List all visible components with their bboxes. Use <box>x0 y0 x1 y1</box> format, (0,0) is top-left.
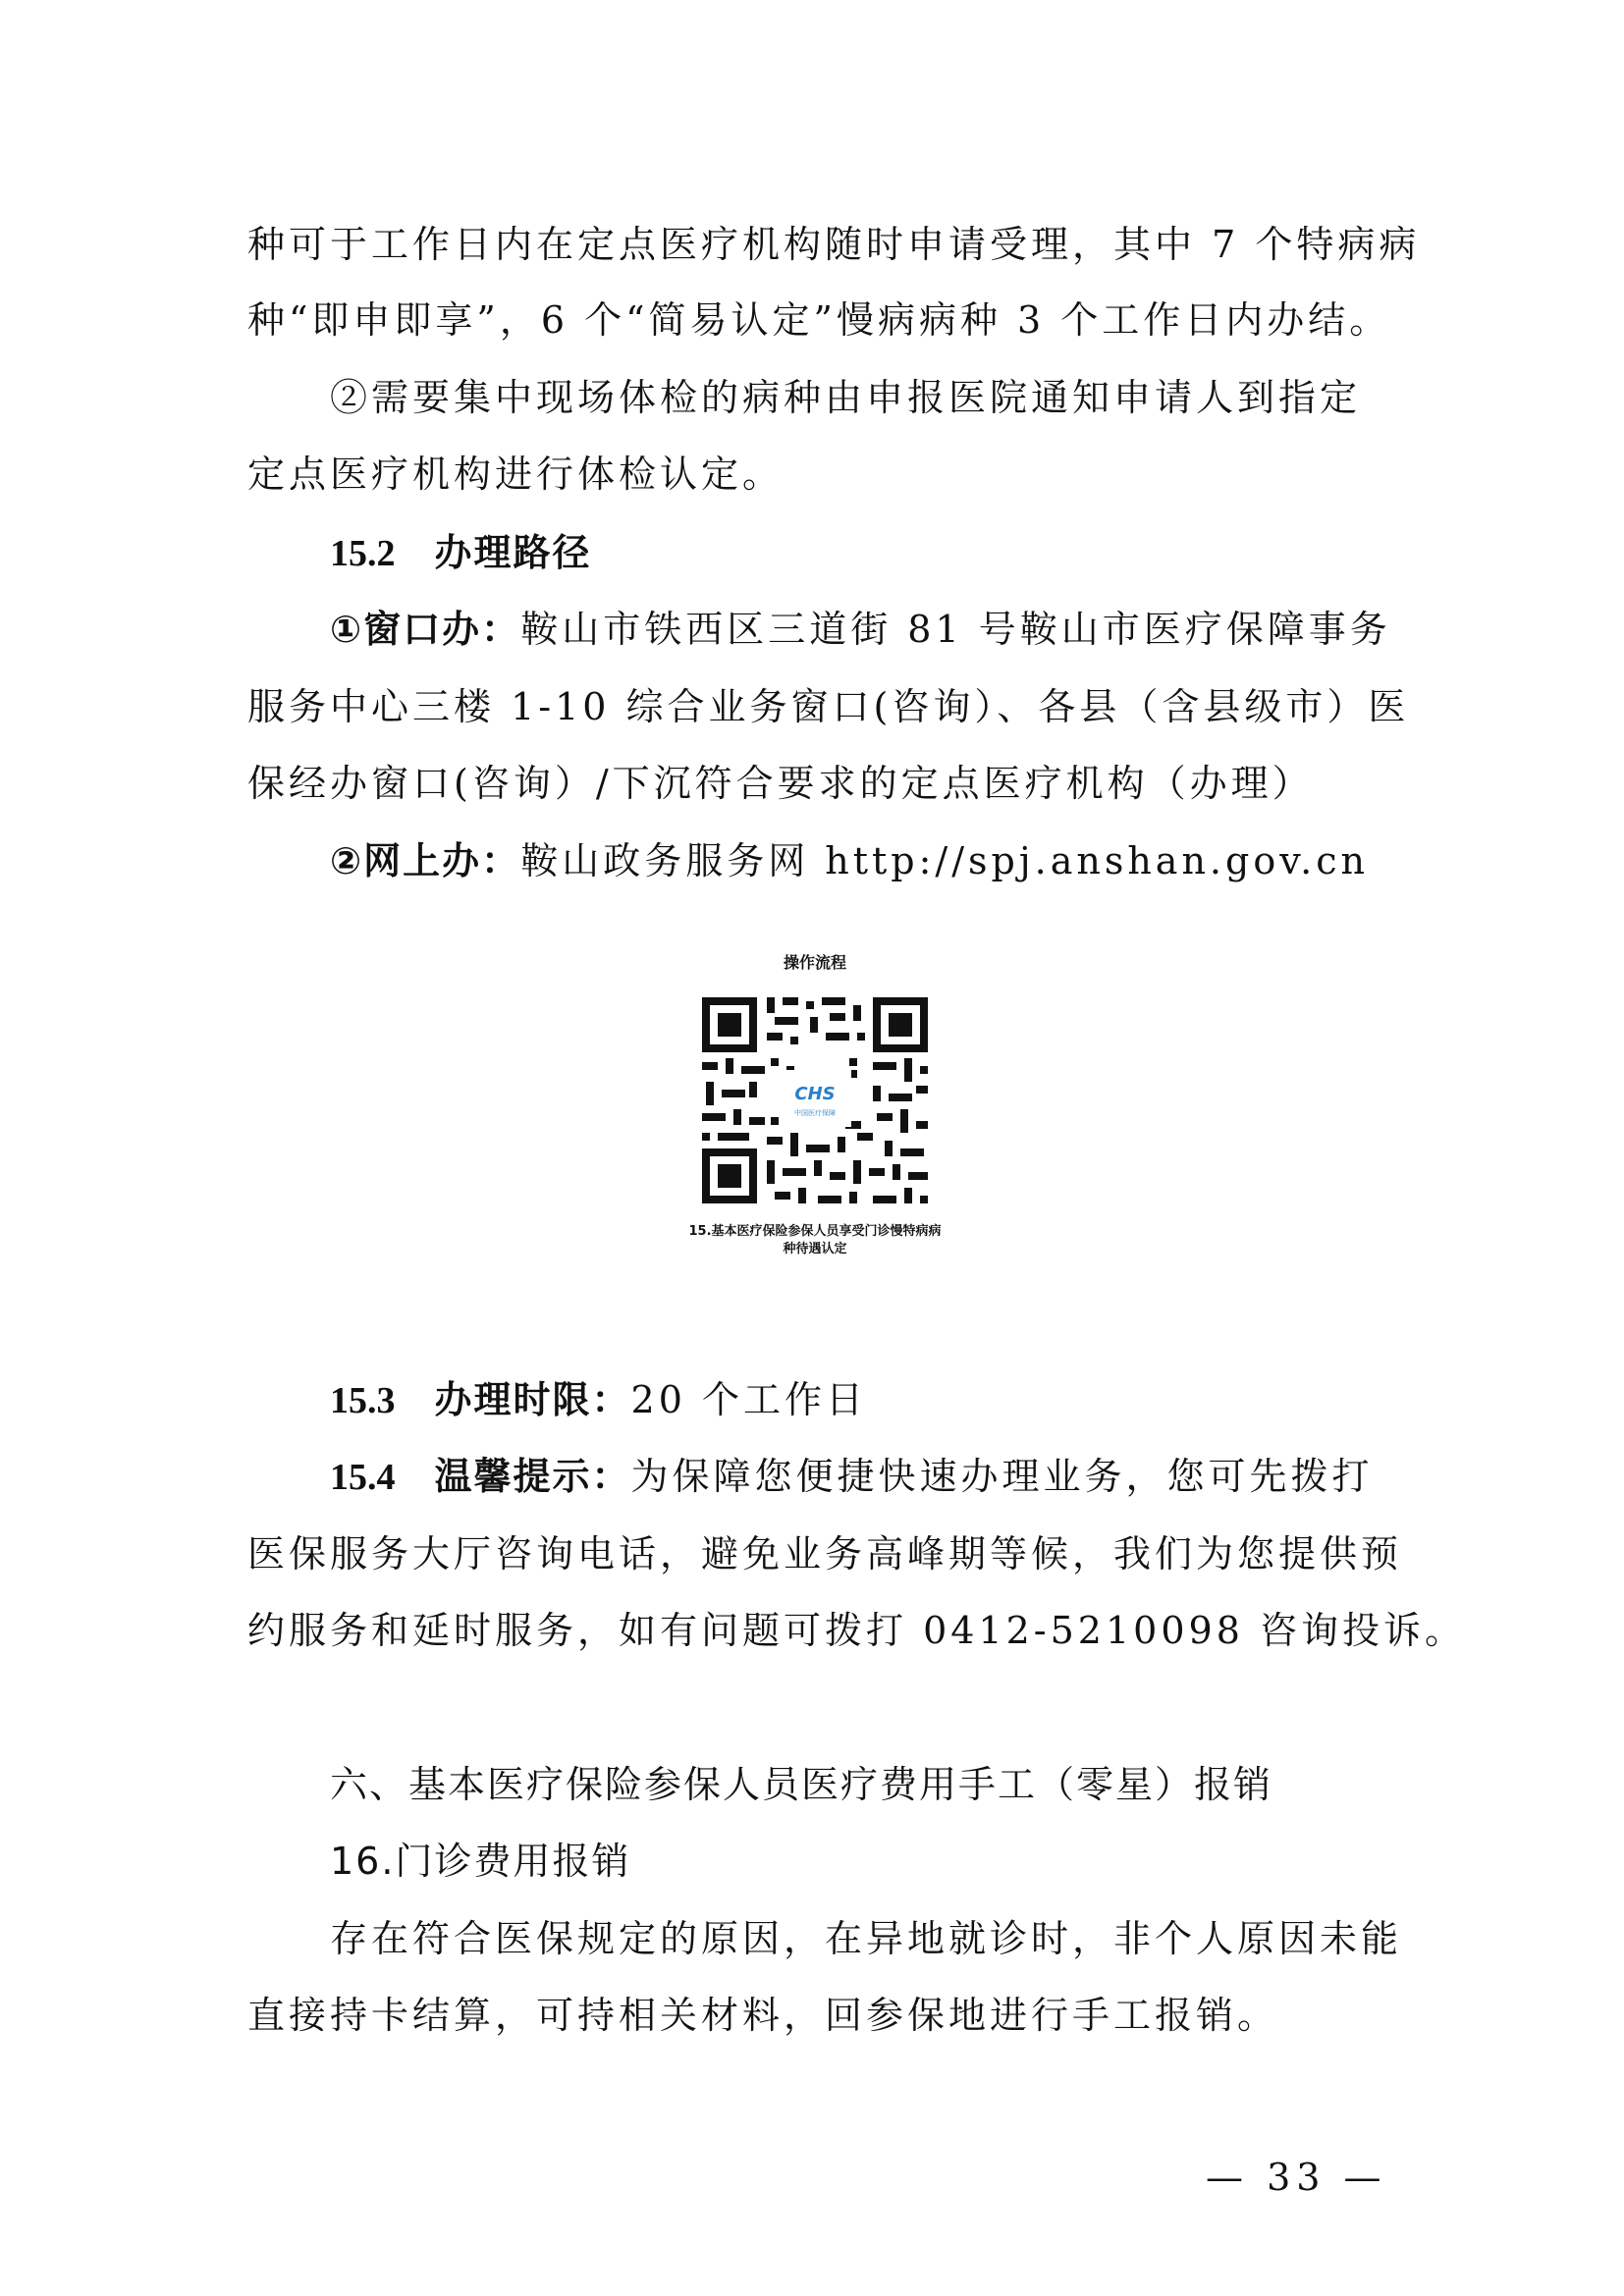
window-line-1 <box>330 604 1391 655</box>
paragraph-line: 定点医疗机构进行体检认定。 <box>247 453 785 496</box>
chs-logo-subtext: 中国医疗保障 <box>794 1109 836 1117</box>
chs-logo-text: CHS <box>794 1084 836 1104</box>
paragraph-line: 医保服务大厅咨询电话，避免业务高峰期等候，我们为您提供预 <box>247 1532 1403 1575</box>
section-text: 为保障您便捷快速办理业务，您可先拨打 <box>630 1455 1374 1498</box>
paragraph-line: 种可于工作日内在定点医疗机构随时申请受理，其中 7 个特病病 <box>247 223 1421 266</box>
qr-title: 操作流程 <box>783 953 846 972</box>
section-label: 温馨提示： <box>434 1455 631 1498</box>
online-label: ②网上办： <box>330 839 521 882</box>
window-text: 鞍山市铁西区三道街 81 号鞍山市医疗保障事务 <box>520 608 1391 651</box>
qr-code-figure <box>638 952 992 1291</box>
section-number: 15.4 <box>330 1457 396 1498</box>
paragraph-line: 直接持卡结算，可持相关材料，回参保地进行手工报销。 <box>247 1994 1279 2037</box>
section-title: 办理路径 <box>434 531 592 574</box>
section-number: 15.2 <box>330 533 396 574</box>
section-heading-15-3 <box>330 1374 1386 1426</box>
chapter-heading: 六、基本医疗保险参保人员医疗费用手工（零星）报销 <box>330 1763 1273 1806</box>
section-label: 办理时限： <box>434 1378 631 1421</box>
online-text: 鞍山政务服务网 http://spj.anshan.gov.cn <box>520 839 1370 882</box>
paragraph-line: 保经办窗口(咨询）/下沉符合要求的定点医疗机构（办理） <box>247 762 1314 805</box>
qr-caption: 15.基本医疗保险参保人员享受门诊慢特病病 种待遇认定 <box>688 1224 942 1256</box>
section-text: 20 个工作日 <box>630 1378 867 1421</box>
section-number: 15.3 <box>330 1380 396 1421</box>
paragraph-line: 存在符合医保规定的原因，在异地就诊时，非个人原因未能 <box>330 1917 1403 1960</box>
window-label: ①窗口办： <box>330 608 521 651</box>
qr-code-image[interactable] <box>692 988 938 1213</box>
section-heading-15-4 <box>330 1451 1386 1503</box>
section-heading-15-2 <box>330 527 1386 579</box>
online-line <box>330 835 1386 886</box>
subsection-heading: 16.门诊费用报销 <box>330 1840 631 1883</box>
paragraph-line: ②需要集中现场体检的病种由申报医院通知申请人到指定 <box>330 376 1362 419</box>
paragraph-line: 种“即申即享”，6 个“简易认定”慢病病种 3 个工作日内办结。 <box>247 298 1391 342</box>
paragraph-line: 服务中心三楼 1-10 综合业务窗口(咨询）、各县（含县级市）医 <box>247 685 1410 728</box>
paragraph-line: 约服务和延时服务，如有问题可拨打 0412-5210098 咨询投诉。 <box>247 1609 1466 1652</box>
page-number: — 33 — <box>1206 2156 1387 2199</box>
